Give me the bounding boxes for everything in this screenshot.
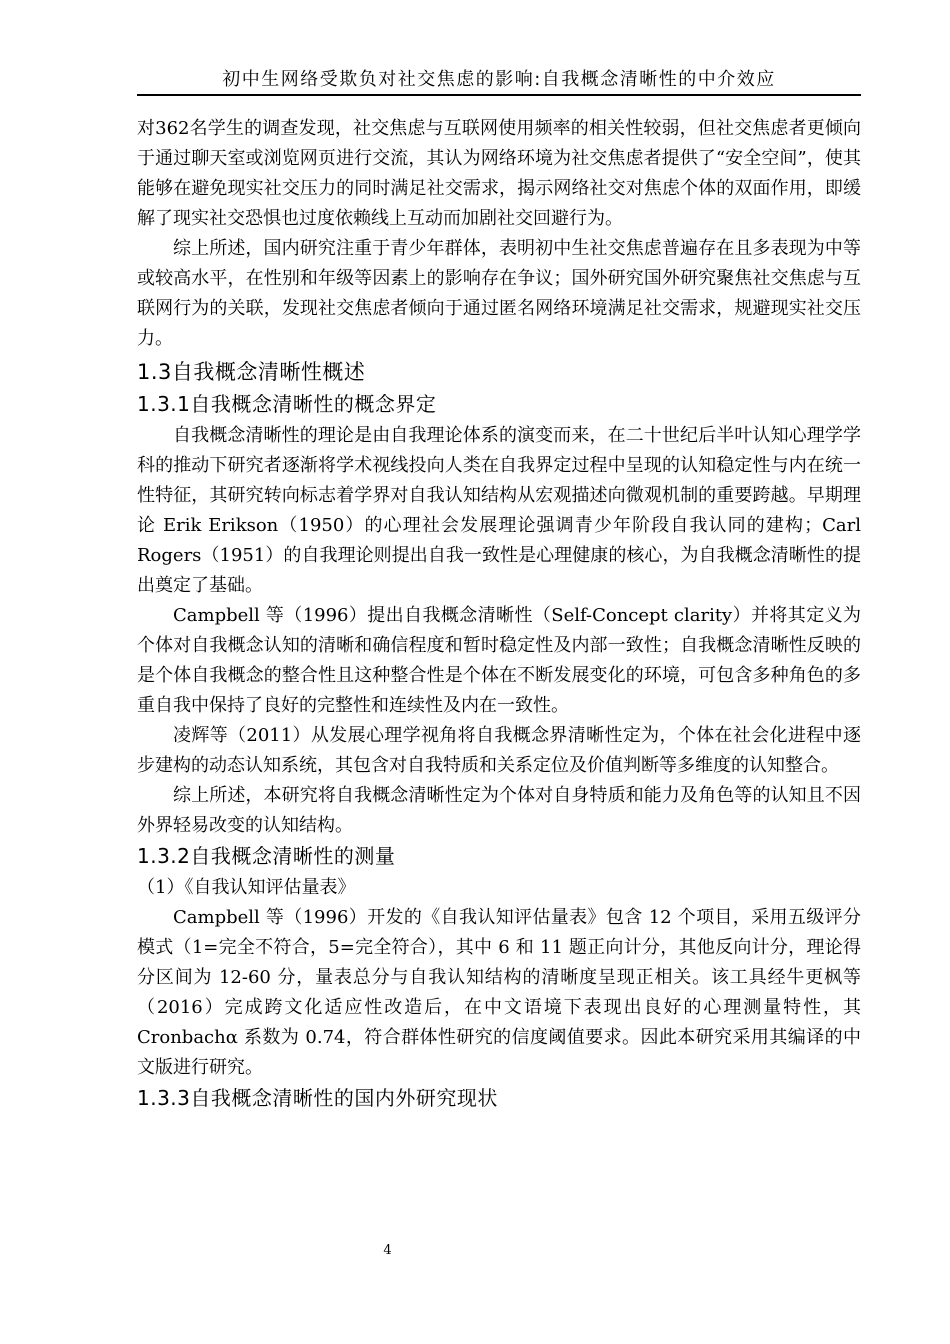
paragraph-scale-description: Campbell 等（1996）开发的《自我认知评估量表》包含 12 个项目，采用五级评分模式（1=完全不符合，5=完全符合），其中 6 和 11 题正向计分，其他反向计分，理论得分区间为 12-60 分，量表总分与自我认知结构的清晰度呈现正相关。该工具经牛更枫等（2016）完成跨文化适应性改造后，在中文语境下表现出良好的心理测量特性，其 Cronbachα 系数为 0.74，符合群体性研究的信度阈值要求。因此本研究采用其编译的中文版进行研究。 <box>137 907 861 1078</box>
paragraph-survey-continuation: 对362名学生的调查发现，社交焦虑与互联网使用频率的相关性较弱，但社交焦虑者更倾向于通过聊天室或浏览网页进行交流，其认为网络环境为社交焦虑者提供了“安全空间”，使其能够在避免现实社交压力的同时满足社交需求，揭示网络社交对焦虑个体的双面作用，即缓解了现实社交恐惧也过度依赖线上互动而加剧社交回避行为。 <box>137 118 861 229</box>
header-rule <box>137 94 861 96</box>
paragraph-summary-social-anxiety: 综上所述，国内研究注重于青少年群体，表明初中生社交焦虑普遍存在且多表现为中等或较高水平，在性别和年级等因素上的影响存在争议；国外研究国外研究聚焦社交焦虑与互联网行为的关联，发现社交焦虑者倾向于通过匿名网络环境满足社交需求，规避现实社交压力。 <box>137 238 861 349</box>
running-header: 初中生网络受欺负对社交焦虑的影响:自我概念清晰性的中介效应 <box>222 69 776 90</box>
scale-label: （1）《自我认知评估量表》 <box>137 877 356 898</box>
section-heading-1-3-1: 1.3.1自我概念清晰性的概念界定 <box>137 392 437 416</box>
paragraph-campbell-definition: Campbell 等（1996）提出自我概念清晰性（Self-Concept clarity）并将其定义为个体对自我概念认知的清晰和确信程度和暂时稳定性及内部一致性；自我概念清晰性反映的是个体自我概念的整合性且这种整合性是个体在不断发展变化的环境，可包含多种角色的多重自我中保持了良好的完整性和连续性及内在一致性。 <box>137 605 861 716</box>
paragraph-theory-origin: 自我概念清晰性的理论是由自我理论体系的演变而来，在二十世纪后半叶认知心理学学科的推动下研究者逐渐将学术视线投向人类在自我界定过程中呈现的认知稳定性与内在统一性特征，其研究转向标志着学界对自我认知结构从宏观描述向微观机制的重要跨越。早期理论 Erik Erikson（1950）的心理社会发展理论强调青少年阶段自我认同的建构；Carl Rogers（1951）的自我理论则提出自我一致性是心理健康的核心，为自我概念清晰性的提出奠定了基础。 <box>137 425 861 596</box>
section-heading-1-3-2: 1.3.2自我概念清晰性的测量 <box>137 844 396 868</box>
page-number: 4 <box>383 1243 392 1258</box>
paragraph-linghui-definition: 凌辉等（2011）从发展心理学视角将自我概念界清晰性定为，个体在社会化进程中逐步建构的动态认知系统，其包含对自我特质和关系定位及价值判断等多维度的认知整合。 <box>137 725 861 776</box>
section-heading-1-3-3: 1.3.3自我概念清晰性的国内外研究现状 <box>137 1086 498 1110</box>
paragraph-study-definition: 综上所述，本研究将自我概念清晰性定为个体对自身特质和能力及角色等的认知且不因外界轻易改变的认知结构。 <box>137 785 861 836</box>
page-body <box>137 114 861 1115</box>
section-heading-1-3: 1.3自我概念清晰性概述 <box>137 360 366 384</box>
